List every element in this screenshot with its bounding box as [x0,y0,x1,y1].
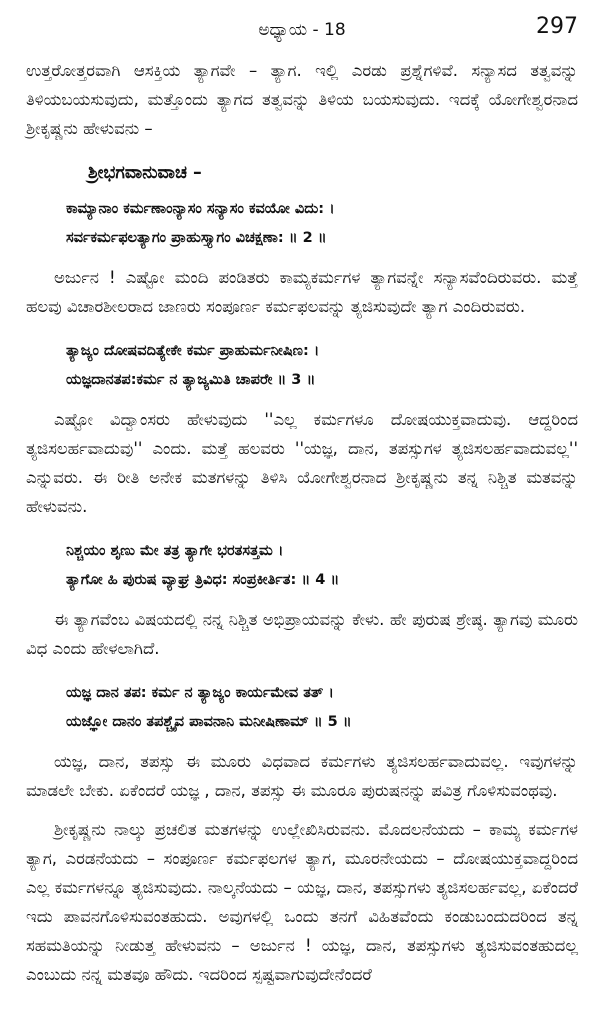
commentary-paragraph: ಈ ತ್ಯಾಗವೆಂಬ ವಿಷಯದಲ್ಲಿ ನನ್ನ ನಿಶ್ಚಿತ ಅಭಿಪ್ರಾಯವನ್ನು ಕೇಳು. ಹೇ ಪುರುಷ ಶ್ರೇಷ್ಠ. ತ್ಯಾಗವು ಮೂರು ವಿಧ ಎಂದು ಹೇಳಲಾಗಿದೆ. [26,610,578,658]
verse-line: ಯಜ್ಞದಾನತಪ:ಕರ್ಮ ನ ತ್ಯಾಜ್ಯಮಿತಿ ಚಾಪರೇ ॥ 3 ॥ [66,372,316,388]
verse-3 [66,337,578,395]
commentary-paragraph: ಯಜ್ಞ, ದಾನ, ತಪಸ್ಸು ಈ ಮೂರು ವಿಧವಾದ ಕರ್ಮಗಳು ತ್ಯಜಿಸಲರ್ಹವಾದುವಲ್ಲ. ಇವುಗಳನ್ನು ಮಾಡಲೇ ಬೇಕು. ಏಕೆಂದರೆ ಯಜ್ಞ , ದಾನ, ತಪಸ್ಸು ಈ ಮೂರೂ ಪುರುಷನನ್ನು ಪವಿತ್ರ ಗೊಳಿಸುವಂಥವು. [26,752,578,800]
verse-line: ಯಜ್ಞ ದಾನ ತಪ: ಕರ್ಮ ನ ತ್ಯಾಜ್ಯಂ ಕಾರ್ಯಮೇವ ತತ್ । [66,685,334,701]
verse-5 [66,679,578,737]
section-heading: ಶ್ರೀಭಗವಾನುವಾಚ – [88,163,202,183]
running-title: ಅಧ್ಯಾಯ - 18 [258,20,346,40]
verse-4 [66,537,578,595]
verse-line: ಸರ್ವಕರ್ಮಫಲತ್ಯಾಗಂ ಪ್ರಾಹುಸ್ತ್ಯಾಗಂ ವಿಚಕ್ಷಣಾ: ॥ 2 ॥ [66,230,327,246]
page-header [26,0,578,56]
verse-line: ನಿಶ್ಚಯಂ ಶೃಣು ಮೇ ತತ್ರ ತ್ಯಾಗೇ ಭರತಸತ್ತಮ । [66,543,284,559]
commentary-paragraph: ಅರ್ಜುನ ! ಎಷ್ಟೋ ಮಂದಿ ಪಂಡಿತರು ಕಾಮ್ಯಕರ್ಮಗಳ ತ್ಯಾಗವನ್ನೇ ಸನ್ಯಾಸವೆಂದಿರುವರು. ಮತ್ತೆ ಹಲವು ವಿಚಾರಶೀಲರಾದ ಜಾಣರು ಸಂಪೂರ್ಣ ಕರ್ಮಫಲವನ್ನು ತ್ಯಜಿಸುವುದೇ ತ್ಯಾಗ ಎಂದಿರುವರು. [26,268,578,316]
verse-line: ಕಾಮ್ಯಾನಾಂ ಕರ್ಮಣಾಂನ್ಯಾಸಂ ಸನ್ಯಾಸಂ ಕವಯೋ ವಿದು: । [66,201,335,217]
closing-paragraph: ಶ್ರೀಕೃಷ್ಣನು ನಾಲ್ಕು ಪ್ರಚಲಿತ ಮತಗಳನ್ನು ಉಲ್ಲೇಖಿಸಿರುವನು. ಮೊದಲನೆಯದು – ಕಾಮ್ಯ ಕರ್ಮಗಳ ತ್ಯಾಗ, ಎರಡನೆಯದು – ಸಂಪೂರ್ಣ ಕರ್ಮಫಲಗಳ ತ್ಯಾಗ, ಮೂರನೇಯದು – ದೋಷಯುಕ್ತವಾದ್ದರಿಂದ ಎಲ್ಲ ಕರ್ಮಗಳನ್ನೂ ತ್ಯಜಿಸುವುದು. ನಾಲ್ಕನೆಯದು – ಯಜ್ಞ, ದಾನ, ತಪಸ್ಸುಗಳು ತ್ಯಜಿಸಲರ್ಹವಲ್ಲ, ಏಕೆಂದರೆ ಇದು ಪಾವನಗೊಳಿಸುವಂತಹುದು. ಅವುಗಳಲ್ಲಿ ಒಂದು ತನಗೆ ವಿಹಿತವೆಂದು ಕಂಡುಬಂದುದರಿಂದ ತನ್ನ ಸಹಮತಿಯನ್ನು ನೀಡುತ್ತ ಹೇಳುವನು – ಅರ್ಜುನ ! ಯಜ್ಞ, ದಾನ, ತಪಸ್ಸುಗಳು ತ್ಯಜಿಸುವಂತಹುದಲ್ಲ ಎಂಬುದು ನನ್ನ ಮತವೂ ಹೌದು. ಇದರಿಂದ ಸ್ಪಷ್ಟವಾಗುವುದೇನೆಂದರೆ [26,820,578,984]
verse-line: ತ್ಯಾಜ್ಯಂ ದೋಷವದಿತ್ಯೇಕೇ ಕರ್ಮ ಪ್ರಾಹುರ್ಮನೀಷಿಣ: । [66,343,320,359]
intro-paragraph: ಉತ್ತರೋತ್ತರವಾಗಿ ಆಸಕ್ತಿಯ ತ್ಯಾಗವೇ – ತ್ಯಾಗ. ಇಲ್ಲಿ ಎರಡು ಪ್ರಶ್ನೆಗಳಿವೆ. ಸನ್ಯಾಸದ ತತ್ವವನ್ನು ತಿಳಿಯಬಯಸುವುದು, ಮತ್ತೊಂದು ತ್ಯಾಗದ ತತ್ವವನ್ನು ತಿಳಿಯ ಬಯಸುವುದು. ಇದಕ್ಕೆ ಯೋಗೇಶ್ವರನಾದ ಶ್ರೀಕೃಷ್ಣನು ಹೇಳುವನು – [26,61,578,138]
page-number: 297 [536,14,578,39]
verse-line: ತ್ಯಾಗೋ ಹಿ ಪುರುಷ ವ್ಯಾಘ್ರ ತ್ರಿವಿಧ: ಸಂಪ್ರಕೀರ್ತಿತ: ॥ 4 ॥ [66,572,340,588]
commentary-paragraph: ಎಷ್ಟೋ ವಿದ್ವಾಂಸರು ಹೇಳುವುದು ''ಎಲ್ಲ ಕರ್ಮಗಳೂ ದೋಷಯುಕ್ತವಾದುವು. ಆದ್ದರಿಂದ ತ್ಯಜಿಸಲರ್ಹವಾದುವು'' ಎಂದು. ಮತ್ತೆ ಹಲವರು ''ಯಜ್ಞ, ದಾನ, ತಪಸ್ಸುಗಳ ತ್ಯಜಿಸಲರ್ಹವಾದುವಲ್ಲ'' ಎನ್ನುವರು. ಈ ರೀತಿ ಅನೇಕ ಮತಗಳನ್ನು ತಿಳಿಸಿ ಯೋಗೇಶ್ವರನಾದ ಶ್ರೀಕೃಷ್ಣನು ತನ್ನ ನಿಶ್ಚಿತ ಮತವನ್ನು ಹೇಳುವನು. [26,410,578,516]
verse-2 [66,195,578,253]
verse-line: ಯಜ್ಞೋ ದಾನಂ ತಪಶ್ಚೈವ ಪಾವನಾನಿ ಮನೀಷಿಣಾಮ್ ॥ 5 ॥ [66,714,352,730]
